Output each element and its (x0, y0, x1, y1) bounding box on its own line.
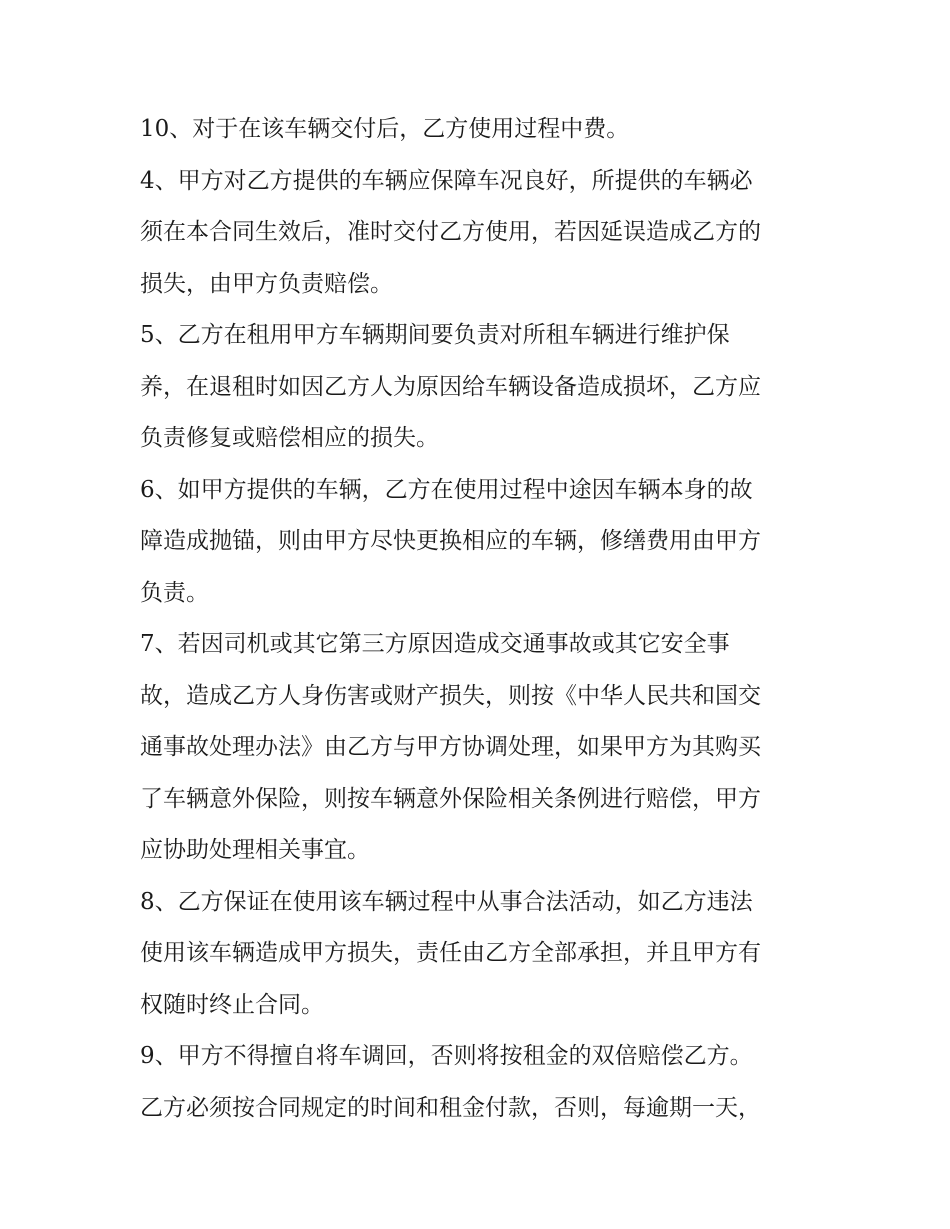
text-line: 故，造成乙方人身伤害或财产损失，则按《中华人民共和国交 (140, 682, 761, 709)
text-line: 了车辆意外保险，则按车辆意外保险相关条例进行赔偿，甲方 (140, 785, 761, 812)
text-line: 6、如甲方提供的车辆，乙方在使用过程中途因车辆本身的故 (140, 476, 753, 503)
text-line: 权随时终止合同。 (140, 991, 324, 1018)
text-line: 障造成抛锚，则由甲方尽快更换相应的车辆，修缮费用由甲方 (140, 528, 761, 554)
text-line: 9、甲方不得擅自将车调回，否则将按租金的双倍赔偿乙方。 (140, 1043, 753, 1069)
text-line: 使用该车辆造成甲方损失，责任由乙方全部承担，并且甲方有 (140, 940, 761, 966)
text-line: 负责。 (140, 579, 209, 606)
text-line: 10、对于在该车辆交付后，乙方使用过程中费。 (140, 116, 630, 142)
text-line: 乙方必须按合同规定的时间和租金付款，否则，每逾期一天， (140, 1094, 761, 1121)
text-line: 负责修复或赔偿相应的损失。 (140, 425, 439, 451)
text-line: 应协助处理相关事宜。 (140, 837, 370, 863)
text-line: 养，在退租时如因乙方人为原因给车辆设备造成损坏，乙方应 (140, 373, 761, 400)
text-line: 5、乙方在租用甲方车辆期间要负责对所租车辆进行维护保 (140, 322, 730, 348)
document-body (140, 104, 812, 1134)
text-line: 7、若因司机或其它第三方原因造成交通事故或其它安全事 (140, 631, 730, 657)
text-line: 8、乙方保证在使用该车辆过程中从事合法活动，如乙方违法 (140, 888, 753, 915)
text-line: 4、甲方对乙方提供的车辆应保障车况良好，所提供的车辆必 (140, 167, 753, 194)
text-line: 须在本合同生效后，准时交付乙方使用，若因延误造成乙方的 (140, 219, 761, 245)
text-line: 通事故处理办法》由乙方与甲方协调处理，如果甲方为其购买 (140, 734, 761, 760)
text-line: 损失，由甲方负责赔偿。 (140, 270, 393, 297)
